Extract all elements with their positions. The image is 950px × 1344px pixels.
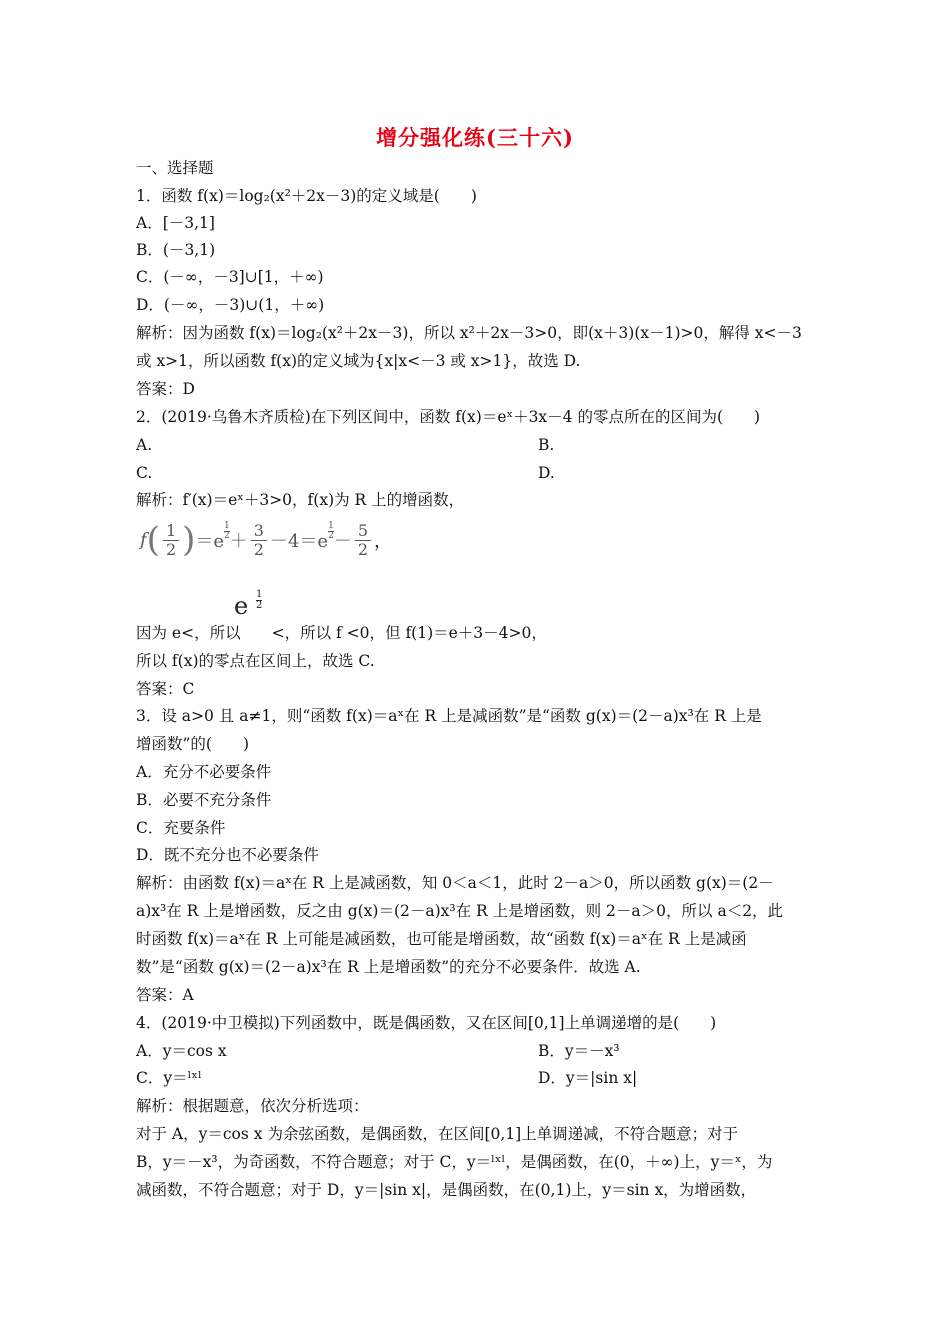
big-e-exponent xyxy=(256,590,262,611)
q2-option-a: A. xyxy=(136,436,153,454)
section-heading: 一、选择题 xyxy=(136,159,214,177)
big-e-base: e xyxy=(234,592,249,620)
formula-plus: ＋ xyxy=(229,531,248,552)
q1-option-b: B．(－3,1) xyxy=(136,241,216,259)
formula-paren-close: ) xyxy=(182,520,196,560)
q4-analysis-line-1: 解析：根据题意，依次分析选项： xyxy=(136,1097,369,1115)
q3-analysis-line-4: 数”是“函数 g(x)＝(2－a)x³在 R 上是增函数”的充分不必要条件．故选 A. xyxy=(136,958,641,976)
q1-analysis-line-1: 解析：因为函数 f(x)＝log₂(x²＋2x－3)，所以 x²＋2x－3>0，即(x＋3)(x－1)>0，解得 x<－3 xyxy=(136,324,802,342)
frac-den: 2 xyxy=(165,539,177,559)
q4-option-a: A．y＝cos x xyxy=(136,1042,227,1060)
q2-analysis-line-2: 因为 e<，所以 <，所以 f <0，但 f(1)＝e＋3－4>0， xyxy=(136,624,547,642)
q1-answer: 答案：D xyxy=(136,380,195,398)
formula-minus-four: －4＝e xyxy=(269,531,329,552)
formula-frac-five-halves xyxy=(355,522,371,559)
q3-option-c: C．充要条件 xyxy=(136,819,226,837)
formula-paren-open: ( xyxy=(146,520,160,560)
q2-analysis-line-1: 解析：f′(x)＝eˣ＋3>0，f(x)为 R 上的增函数， xyxy=(136,491,465,509)
formula-comma: ， xyxy=(374,531,392,552)
exp-den: 2 xyxy=(256,600,263,611)
page-title: 增分强化练(三十六) xyxy=(376,125,574,150)
exp-num: 1 xyxy=(224,521,230,531)
question-4: 4．(2019·中卫模拟)下列函数中，既是偶函数，又在区间[0,1]上单调递增的是( ) xyxy=(136,1014,717,1032)
q2-analysis-line-3: 所以 f(x)的零点在区间上，故选 C. xyxy=(136,652,375,670)
formula-eq-e: ＝e xyxy=(195,531,225,552)
q4-option-b: B．y＝－x³ xyxy=(538,1042,620,1060)
q2-answer: 答案：C xyxy=(136,680,195,698)
q4-analysis-line-3: B，y＝－x³，为奇函数，不符合题意；对于 C，y＝ˡˣˡ，是偶函数，在(0，＋∞)上，y＝ˣ，为 xyxy=(136,1153,773,1171)
q3-answer: 答案：A xyxy=(136,986,194,1004)
frac-num: 5 xyxy=(355,522,371,541)
question-2: 2．(2019·乌鲁木齐质检)在下列区间中，函数 f(x)＝eˣ＋3x－4 的零点所在的区间为( ) xyxy=(136,408,761,426)
q1-option-d: D．(－∞，－3)∪(1，＋∞) xyxy=(136,296,325,314)
q3-option-a: A．充分不必要条件 xyxy=(136,763,272,781)
q1-analysis-line-2: 或 x>1，所以函数 f(x)的定义域为{x|x<－3 或 x>1}，故选 D. xyxy=(136,352,581,370)
question-3-line-2: 增函数”的( ) xyxy=(136,735,250,753)
exp-num: 1 xyxy=(256,589,263,600)
q4-analysis-line-2: 对于 A，y＝cos x 为余弦函数，是偶函数，在区间[0,1]上单调递减，不符合题意；对于 xyxy=(136,1125,739,1143)
q2-option-d: D. xyxy=(538,464,555,482)
formula-frac-half xyxy=(163,522,179,559)
q4-analysis-line-4: 减函数，不符合题意；对于 D，y＝|sin x|，是偶函数，在(0,1)上，y＝sin x，为增函数， xyxy=(136,1181,757,1199)
frac-den: 2 xyxy=(357,539,368,559)
q3-analysis-line-1: 解析：由函数 f(x)＝aˣ在 R 上是减函数，知 0＜a＜1，此时 2－a＞0，所以函数 g(x)＝(2－ xyxy=(136,874,774,892)
q3-option-d: D．既不充分也不必要条件 xyxy=(136,846,319,864)
q1-option-c: C．(－∞，－3]∪[1，＋∞) xyxy=(136,268,324,286)
frac-num: 3 xyxy=(251,522,267,541)
q3-analysis-line-3: 时函数 f(x)＝aˣ在 R 上可能是减函数，也可能是增函数，故“函数 f(x)＝aˣ在 R 上是减函 xyxy=(136,930,747,948)
frac-den: 2 xyxy=(253,539,264,559)
q3-option-b: B．必要不充分条件 xyxy=(136,791,272,809)
q2-formula xyxy=(140,520,440,568)
formula-minus: － xyxy=(333,531,352,552)
question-3-line-1: 3．设 a>0 且 a≠1，则“函数 f(x)＝aˣ在 R 上是减函数”是“函数 g(x)＝(2－a)x³在 R 上是 xyxy=(136,707,762,725)
q3-analysis-line-2: a)x³在 R 上是增函数，反之由 g(x)＝(2－a)x³在 R 上是增函数，则 2－a＞0，所以 a＜2，此 xyxy=(136,902,784,920)
q2-option-b: B. xyxy=(538,436,555,454)
frac-num: 1 xyxy=(163,522,179,541)
q2-option-c: C. xyxy=(136,464,153,482)
formula-frac-three-halves xyxy=(251,522,267,559)
exp-num: 1 xyxy=(328,521,334,531)
question-1: 1．函数 f(x)＝log₂(x²＋2x－3)的定义域是( ) xyxy=(136,187,477,205)
formula-f: f xyxy=(140,529,147,551)
q4-option-d: D．y＝|sin x| xyxy=(538,1069,638,1087)
q1-option-a: A．[－3,1] xyxy=(136,214,215,232)
q4-option-c: C．y＝ˡˣˡ xyxy=(136,1069,202,1087)
exp-den: 2 xyxy=(224,531,230,541)
exp-den: 2 xyxy=(328,531,334,541)
